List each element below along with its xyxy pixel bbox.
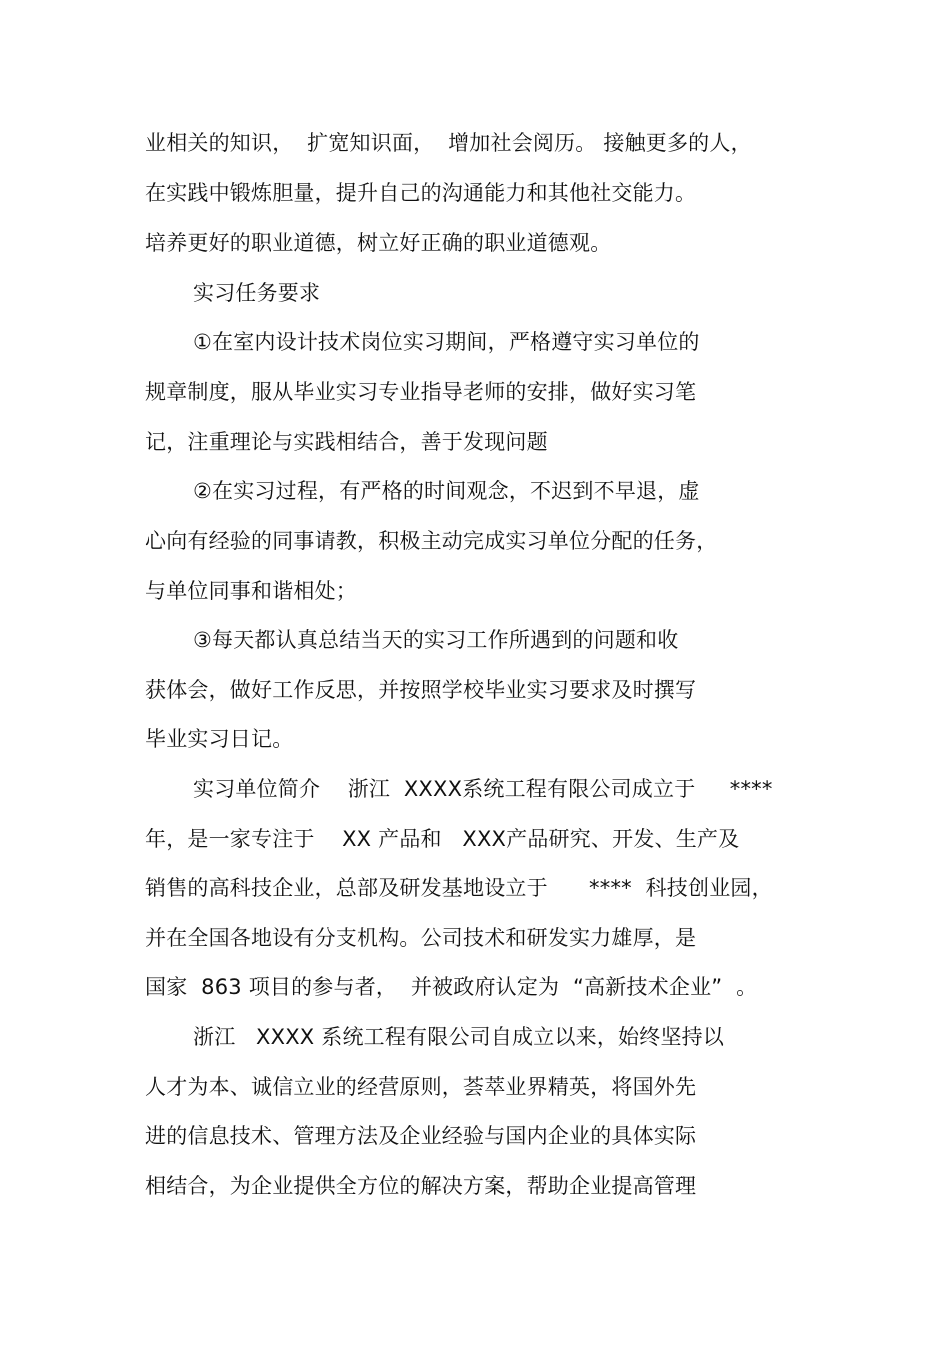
text-line-7: 记，注重理论与实践相结合，善于发现问题 [145, 430, 548, 454]
text-line-8: ②在实习过程，有严格的时间观念，不迟到不早退，虚 [193, 479, 700, 503]
text-line-11: ③每天都认真总结当天的实习工作所遇到的问题和收 [193, 628, 679, 652]
text-line-2: 在实践中锻炼胆量，提升自己的沟通能力和其他社交能力。 [145, 181, 697, 205]
text-line-1: 业相关的知识， 扩宽知识面， 增加社会阅历。 接触更多的人， [145, 131, 752, 155]
text-line-21: 进的信息技术、管理方法及企业经验与国内企业的具体实际 [145, 1124, 697, 1148]
text-line-3: 培养更好的职业道德，树立好正确的职业道德观。 [145, 231, 612, 255]
text-line-15: 年，是一家专注于 XX 产品和 XXX产品研究、开发、生产及 [145, 827, 740, 851]
text-line-14: 实习单位简介 浙江 XXXX系统工程有限公司成立于 **** [193, 777, 773, 801]
text-line-16: 销售的高科技企业，总部及研发基地设立于 **** 科技创业园， [145, 876, 773, 900]
text-line-5: ①在室内设计技术岗位实习期间，严格遵守实习单位的 [193, 330, 700, 354]
text-line-10: 与单位同事和谐相处； [145, 579, 357, 603]
text-line-6: 规章制度，服从毕业实习专业指导老师的安排，做好实习笔 [145, 380, 697, 404]
text-line-12: 获体会，做好工作反思，并按照学校毕业实习要求及时撰写 [145, 678, 697, 702]
text-line-9: 心向有经验的同事请教，积极主动完成实习单位分配的任务， [145, 529, 718, 553]
section-heading-requirements: 实习任务要求 [193, 281, 321, 305]
text-line-22: 相结合，为企业提供全方位的解决方案，帮助企业提高管理 [145, 1174, 697, 1198]
text-line-19: 浙江 XXXX 系统工程有限公司自成立以来，始终坚持以 [193, 1025, 725, 1049]
text-line-17: 并在全国各地设有分支机构。公司技术和研发实力雄厚，是 [145, 926, 697, 950]
text-line-20: 人才为本、诚信立业的经营原则，荟萃业界精英，将国外先 [145, 1075, 697, 1099]
text-line-18: 国家 863 项目的参与者， 并被政府认定为 “高新技术企业” 。 [145, 975, 758, 999]
text-line-13: 毕业实习日记。 [145, 727, 294, 751]
